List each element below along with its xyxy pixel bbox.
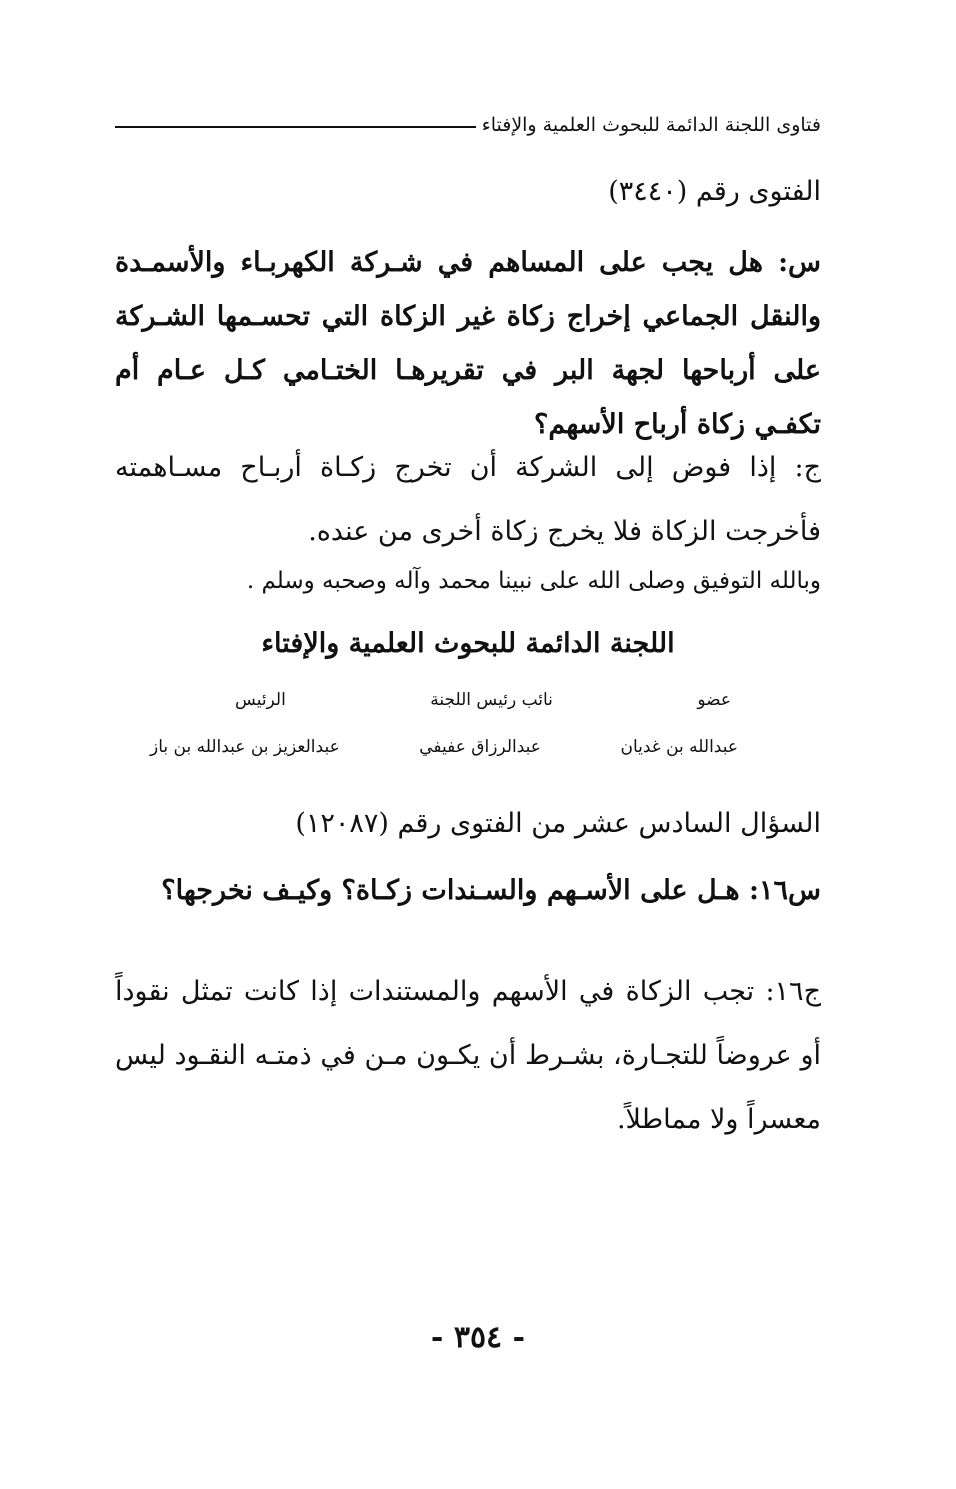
committee-name: اللجنة الدائمة للبحوث العلمية والإفتاء	[261, 628, 675, 659]
answer-paragraph-16: ج١٦: تجب الزكاة في الأسهم والمستندات إذا كانت تمثل نقوداً أو عروضاً للتجـارة، بشـرط أن يكـون مـن في ذمتـه النقـود ليس معسراً ولا مماطلاً.	[115, 976, 821, 1135]
chair-name: عبدالعزيز بن عبدالله بن باز	[150, 737, 340, 757]
header-rule	[115, 126, 476, 128]
member-name: عبدالله بن غديان	[620, 737, 738, 757]
signature-titles	[235, 690, 731, 710]
fatwa-number: الفتوى رقم (٣٤٤٠)	[608, 176, 821, 207]
running-title: فتاوى اللجنة الدائمة للبحوث العلمية والإفتاء	[481, 114, 821, 136]
question-paragraph-16: س١٦: هـل على الأسـهم والسـندات زكـاة؟ وكيـف نخرجها؟	[161, 875, 821, 906]
running-header	[115, 108, 821, 142]
closing-line: وبالله التوفيق وصلى الله على نبينا محمد وآله وصحبه وسلم .	[246, 568, 821, 594]
vice-chair-title: نائب رئيس اللجنة	[430, 690, 553, 710]
vice-chair-name: عبدالرزاق عفيفي	[419, 737, 541, 757]
question-paragraph: س: هل يجب على المساهم في شـركة الكهربـاء والأسمـدة والنقل الجماعي إخراج زكاة غير الزكاة التي تحسـمها الشـركة على أرباحها لجهة البر في تقريرهـا الختـامي كـل عـام أم تكفـي زكاة أرباح الأسهم؟	[115, 247, 821, 440]
page-number: - ٣٥٤ -	[430, 1320, 526, 1355]
answer-paragraph: ج: إذا فوض إلى الشركة أن تخرج زكـاة أربـاح مسـاهمته فأخرجت الزكاة فلا يخرج زكاة أخرى من عنده.	[115, 452, 821, 547]
chair-title: الرئيس	[235, 690, 286, 710]
signature-names	[150, 737, 738, 757]
question-number: السؤال السادس عشر من الفتوى رقم (١٢٠٨٧)	[295, 808, 821, 839]
member-title: عضو	[697, 690, 731, 710]
